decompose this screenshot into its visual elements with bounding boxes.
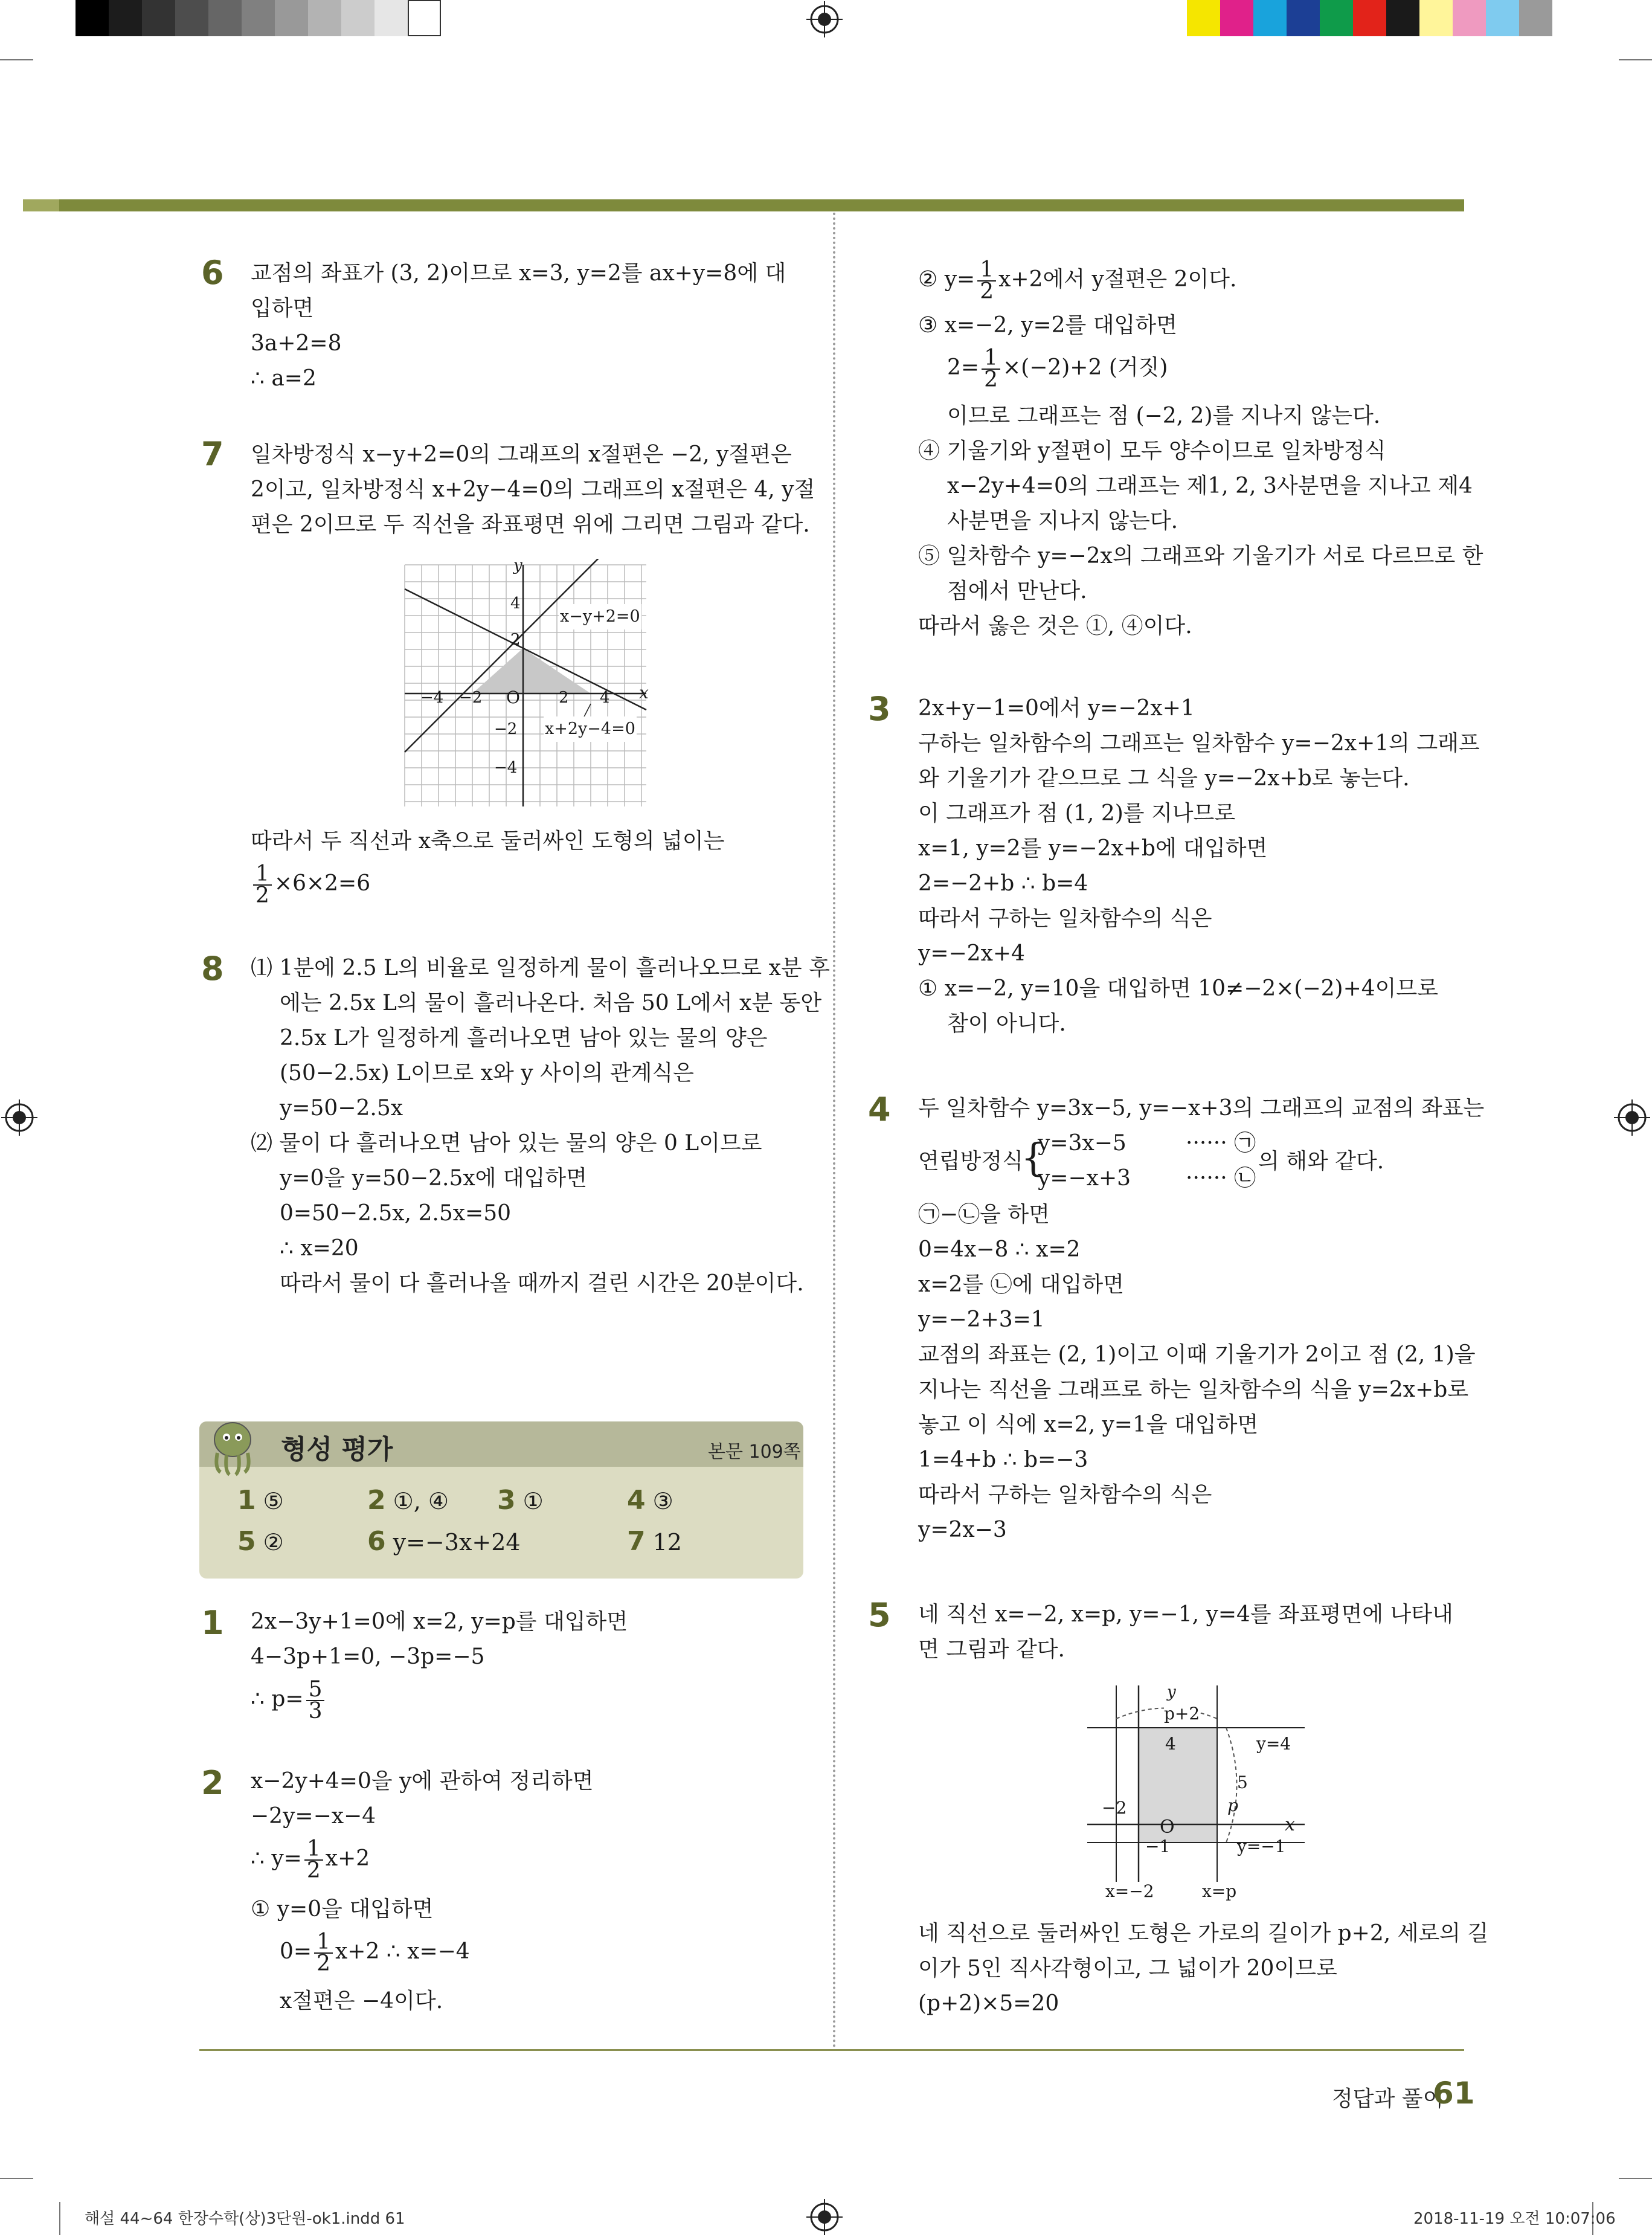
print-slug-file: 해설 44~64 한장수학(상)3단원-ok1.indd 61 xyxy=(85,2210,405,2228)
question-5-number: 5 xyxy=(868,1596,891,1634)
question-3-line: 이 그래프가 점 (1, 2)를 지나므로 xyxy=(918,801,1236,826)
question-2-line: x절편은 −4이다. xyxy=(280,1989,443,2013)
graph5-line-xm2: x=−2 xyxy=(1105,1881,1154,1901)
graph7-tick: −4 xyxy=(494,759,518,777)
octopus-mascot-icon xyxy=(205,1417,260,1477)
question-2-line: ① y=0을 대입하면 xyxy=(251,1897,434,1922)
evaluation-answer: 2 ①, ④ xyxy=(367,1485,449,1516)
header-accent-bar xyxy=(23,199,1464,211)
graph7-tick: 2 xyxy=(559,689,569,707)
problem-8-line: y=0을 y=50−2.5x에 대입하면 xyxy=(280,1166,587,1191)
crop-mark xyxy=(0,59,33,60)
graph7-tick: −4 xyxy=(420,689,444,707)
crop-mark xyxy=(1619,2178,1652,2179)
crop-mark xyxy=(1619,59,1652,60)
question-1-number: 1 xyxy=(201,1604,224,1642)
evaluation-answer: 5 ② xyxy=(237,1526,284,1557)
graph7-tick: 4 xyxy=(600,689,610,707)
problem-8-line: ∴ x=20 xyxy=(280,1236,359,1261)
question-3-number: 3 xyxy=(868,690,891,728)
graph5-line-y4: y=4 xyxy=(1256,1734,1291,1754)
evaluation-answer: 3 ① xyxy=(497,1485,544,1516)
evaluation-answer: 6 y=−3x+24 xyxy=(367,1526,521,1557)
question-4-line: 지나는 직선을 그래프로 하는 일차함수의 식을 y=2x+b로 xyxy=(918,1377,1469,1402)
graph7-origin: O xyxy=(506,687,520,707)
problem-6-line: 입하면 xyxy=(251,296,314,321)
system-mark2: ······ ㉡ xyxy=(1186,1166,1256,1191)
question-2-line: 0= $\frac{1}{2}$ x+2 ∴ x=−4 xyxy=(280,1930,470,1976)
problem-8-line: (50−2.5x) L이므로 x와 y 사이의 관계식은 xyxy=(280,1061,694,1086)
problem-7-number: 7 xyxy=(201,435,224,473)
graph5-y-label: y xyxy=(1167,1683,1176,1701)
question-1-line: 2x−3y+1=0에 x=2, y=p를 대입하면 xyxy=(251,1609,628,1634)
graph7-tick: 2 xyxy=(510,631,521,649)
question-4-line: y=−2+3=1 xyxy=(918,1307,1045,1332)
fraction: $\frac{5}{3}$ xyxy=(306,1679,325,1722)
question-4-line: 따라서 구하는 일차함수의 식은 xyxy=(918,1482,1212,1507)
evaluation-page-ref: 본문 109쪽 xyxy=(708,1441,801,1463)
fraction: $\frac{1}{2}$ xyxy=(314,1932,333,1974)
question-4-line: 0=4x−8 ∴ x=2 xyxy=(918,1237,1081,1262)
graph5-width-label: p+2 xyxy=(1164,1701,1200,1727)
question-4-line: 교점의 좌표는 (2, 1)이고 이때 기울기가 2이고 점 (2, 1)을 xyxy=(918,1342,1476,1367)
problem-7-line: 일차방정식 x−y+2=0의 그래프의 x절편은 −2, y절편은 xyxy=(251,442,792,467)
graph5-line-ym1: y=−1 xyxy=(1237,1836,1286,1856)
q2-cont-line: 2= $\frac{1}{2}$ ×(−2)+2 (거짓) xyxy=(947,346,1168,392)
question-3-line: 구하는 일차함수의 그래프는 일차함수 y=−2x+1의 그래프 xyxy=(918,731,1480,756)
graph7-tick: −2 xyxy=(494,720,518,738)
question-5-line: (p+2)×5=20 xyxy=(918,1991,1059,2016)
graph7-x-label: x xyxy=(639,683,649,703)
question-4-line: ㉠−㉡을 하면 xyxy=(918,1202,1050,1227)
footer-page-number: 61 xyxy=(1433,2076,1475,2111)
system-tail: 의 해와 같다. xyxy=(1258,1149,1384,1174)
question-3-line: ① x=−2, y=10을 대입하면 10≠−2×(−2)+4이므로 xyxy=(918,976,1438,1001)
system-mark1: ······ ㉠ xyxy=(1186,1131,1256,1156)
question-1-line: 4−3p+1=0, −3p=−5 xyxy=(251,1644,485,1669)
fraction: $\frac{1}{2}$ xyxy=(253,864,272,906)
question-3-line: 참이 아니다. xyxy=(947,1011,1066,1036)
graph5-tick-p: p xyxy=(1227,1795,1238,1815)
system-eq1: y=3x−5 xyxy=(1038,1131,1127,1156)
question-5-line: 네 직선 x=−2, x=p, y=−1, y=4를 좌표평면에 나타내 xyxy=(918,1602,1453,1627)
column-divider xyxy=(833,213,835,2049)
graph5-tick-neg1: −1 xyxy=(1145,1836,1171,1856)
brace: { xyxy=(1021,1136,1046,1180)
graph5-origin: O xyxy=(1160,1817,1175,1838)
system-eq2: y=−x+3 xyxy=(1038,1166,1131,1191)
problem-7-conclusion: 따라서 두 직선과 x축으로 둘러싸인 도형의 넓이는 xyxy=(251,829,725,854)
problem-6-line: 3a+2=8 xyxy=(251,331,342,356)
question-3-line: 와 기울기가 같으므로 그 식을 y=−2x+b로 놓는다. xyxy=(918,766,1410,791)
problem-6-line: 교점의 좌표가 (3, 2)이므로 x=3, y=2를 ax+y=8에 대 xyxy=(251,261,786,286)
problem-7-line: 편은 2이므로 두 직선을 좌표평면 위에 그리면 그림과 같다. xyxy=(251,512,810,537)
question-4-line: 1=4+b ∴ b=−3 xyxy=(918,1447,1088,1472)
graph7-tick: −2 xyxy=(459,689,483,707)
question-3-line: 2=−2+b ∴ b=4 xyxy=(918,871,1088,896)
q2-cont-line: ⑤ 일차함수 y=−2x의 그래프와 기울기가 서로 다르므로 한 xyxy=(918,544,1483,568)
problem-8-line: 2.5x L가 일정하게 흘러나오면 남아 있는 물의 양은 xyxy=(280,1026,768,1051)
registration-mark-left xyxy=(1,0,37,36)
crop-mark xyxy=(0,2178,33,2179)
graph7-line1-label: x−y+2=0 xyxy=(559,604,641,629)
graph7-line2-label: x+2y−4=0 xyxy=(544,716,637,742)
question-5-line: 네 직선으로 둘러싸인 도형은 가로의 길이가 p+2, 세로의 길 xyxy=(918,1921,1489,1946)
crop-mark xyxy=(59,2202,60,2235)
problem-8-line: ⑴ 1분에 2.5 L의 비율로 일정하게 물이 흘러나오므로 x분 후 xyxy=(251,956,830,980)
graph5-tick-neg2: −2 xyxy=(1102,1798,1127,1818)
problem-7-calc: $\frac{1}{2}$ ×6×2=6 xyxy=(251,864,370,906)
question-2-line: ∴ y= $\frac{1}{2}$ x+2 xyxy=(251,1836,370,1883)
evaluation-title: 형성 평가 xyxy=(281,1434,393,1465)
problem-8-number: 8 xyxy=(201,950,224,988)
graph5-line-xp: x=p xyxy=(1202,1881,1237,1901)
registration-mark-left-2 xyxy=(1,1099,37,1136)
print-slug-date: 2018-11-19 오전 10:07:06 xyxy=(1413,2210,1616,2228)
problem-8-line: y=50−2.5x xyxy=(280,1096,403,1121)
problem-6-number: 6 xyxy=(201,254,224,292)
footer-rule xyxy=(199,2049,1464,2051)
registration-mark-right xyxy=(1614,1099,1650,1136)
q2-cont-line: x−2y+4=0의 그래프는 제1, 2, 3사분면을 지나고 제4 xyxy=(947,474,1473,498)
registration-mark-top xyxy=(806,1,843,37)
problem-8-line: 따라서 물이 다 흘러나올 때까지 걸린 시간은 20분이다. xyxy=(280,1271,804,1296)
question-5-line: 이가 5인 직사각형이고, 그 넓이가 20이므로 xyxy=(918,1956,1337,1981)
problem-8-line: 에는 2.5x L의 물이 흘러나온다. 처음 50 L에서 x분 동안 xyxy=(280,991,822,1016)
problem-8-line: 0=50−2.5x, 2.5x=50 xyxy=(280,1201,512,1226)
question-4-line: y=2x−3 xyxy=(918,1518,1007,1542)
fraction: $\frac{1}{2}$ xyxy=(982,348,1000,390)
question-4-line: x=2를 ㉡에 대입하면 xyxy=(918,1272,1124,1297)
question-2-line: −2y=−x−4 xyxy=(251,1804,376,1829)
q2-cont-line: 이므로 그래프는 점 (−2, 2)를 지나지 않는다. xyxy=(947,404,1381,428)
q2-cont-line: 사분면을 지나지 않는다. xyxy=(947,509,1178,533)
question-4-line: 놓고 이 식에 x=2, y=1을 대입하면 xyxy=(918,1412,1259,1437)
question-1-result: ∴ p= $\frac{5}{3}$ xyxy=(251,1679,327,1722)
q2-cont-line: ③ x=−2, y=2를 대입하면 xyxy=(918,313,1177,338)
graph5-tick-4: 4 xyxy=(1165,1734,1176,1754)
question-4-number: 4 xyxy=(868,1090,891,1128)
problem-7-line: 2이고, 일차방정식 x+2y−4=0의 그래프의 x절편은 4, y절 xyxy=(251,477,815,502)
question-2-line: x−2y+4=0을 y에 관하여 정리하면 xyxy=(251,1769,594,1794)
graph7-tick: 4 xyxy=(510,594,521,613)
question-3-line: 2x+y−1=0에서 y=−2x+1 xyxy=(918,696,1195,721)
graph5-x-label: x xyxy=(1285,1814,1295,1835)
question-2-number: 2 xyxy=(201,1764,224,1802)
question-3-line: x=1, y=2를 y=−2x+b에 대입하면 xyxy=(918,836,1268,861)
fraction: $\frac{1}{2}$ xyxy=(977,260,996,302)
graph7-y-label: y xyxy=(513,556,522,575)
q2-cont-line: ④ 기울기와 y절편이 모두 양수이므로 일차방정식 xyxy=(918,439,1386,463)
q2-cont-line: 점에서 만난다. xyxy=(947,579,1087,604)
question-3-line: 따라서 구하는 일차함수의 식은 xyxy=(918,906,1212,931)
question-4-line: 두 일차함수 y=3x−5, y=−x+3의 그래프의 교점의 좌표는 xyxy=(918,1096,1485,1121)
problem-8-line: ⑵ 물이 다 흘러나오면 남아 있는 물의 양은 0 L이므로 xyxy=(251,1131,762,1156)
evaluation-answer: 7 12 xyxy=(627,1526,682,1557)
header-accent-tab xyxy=(23,199,59,211)
graph5-height-label: 5 xyxy=(1237,1772,1248,1792)
q2-cont-line: ② y= $\frac{1}{2}$ x+2에서 y절편은 2이다. xyxy=(918,257,1237,304)
q2-cont-line: 따라서 옳은 것은 ①, ④이다. xyxy=(918,614,1192,639)
system-label: 연립방정식 xyxy=(918,1149,1023,1174)
question-3-line: y=−2x+4 xyxy=(918,941,1025,966)
fraction: $\frac{1}{2}$ xyxy=(304,1839,323,1881)
problem-6-line: ∴ a=2 xyxy=(251,366,317,391)
evaluation-answer: 4 ③ xyxy=(627,1485,673,1516)
evaluation-answer: 1 ⑤ xyxy=(237,1485,284,1516)
question-5-line: 면 그림과 같다. xyxy=(918,1637,1065,1662)
footer-label: 정답과 풀이 xyxy=(1332,2087,1444,2111)
registration-mark-bottom xyxy=(806,2199,843,2235)
